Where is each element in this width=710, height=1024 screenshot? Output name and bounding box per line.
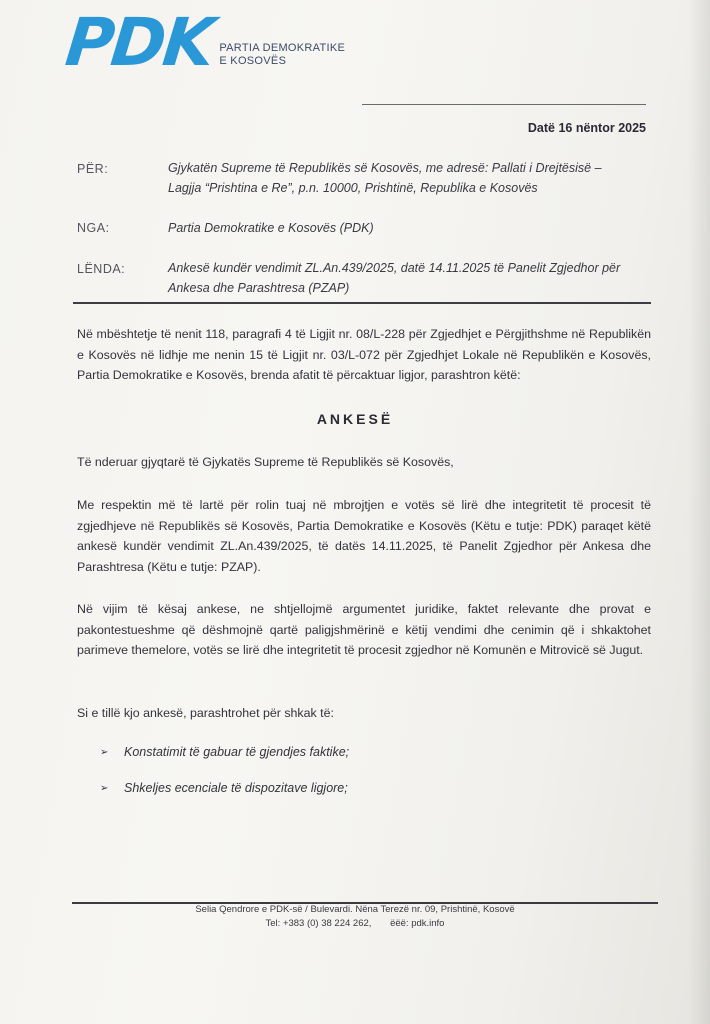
footer-contact [0,918,710,929]
lenda-label: LËNDA: [77,262,126,276]
pdk-logo [62,4,346,81]
paragraph-2: Në vijim të kësaj ankese, ne shtjellojmë argumentet juridike, faktet relevante dhe provat e pakontestueshme që dëshmojnë qartë paligjshmërinë e këtij vendimi dhe cenimin që i shkaktohet parimeve themelore, votës se lirë dhe integritetit të procesit zgjedhor në Komunën e Mitrovicë së Jugut. [77,602,651,657]
lenda-value-line-1: Ankesë kundër vendimit ZL.An.439/2025, datë 14.11.2025 të Panelit Zgjedhor për [168,261,621,275]
list-item-text: Shkeljes ecenciale të dispozitave ligjore; [124,781,348,795]
nga-value: Partia Demokratike e Kosovës (PDK) [168,221,374,235]
per-label: PËR: [77,162,109,176]
arrow-bullet-icon: ➢ [100,782,109,794]
logo-mark: PDK [62,4,216,81]
document-heading: ANKESË [316,411,394,427]
per-value [168,158,648,198]
per-value-line-2: Lagjja “Prishtina e Re”, p.n. 10000, Prishtinë, Republika e Kosovës [168,181,538,195]
paragraph-3: Si e tillë kjo ankesë, parashtrohet për shkak të: [77,706,334,720]
header-divider [362,104,646,105]
list-item [100,781,348,795]
logo-party-name [219,42,345,68]
intro-paragraph: Në mbështetje të nenit 118, paragrafi 4 të Ligjit nr. 08/L-228 për Zgjedhjet e Përgjithshme në Republikën e Kosovës në lidhje me nenin 15 të Ligjit nr. 03/L-072 për Zgjedhjet Lokale në Republikën e Kosovës, Partia Demokratike e Kosovës, brenda afatit të përcaktuar ligjor, parashtron këtë: [77,327,651,382]
lenda-value-line-2: Ankesa dhe Parashtresa (PZAP) [168,281,350,295]
paragraph-1: Me respektin më të lartë për rolin tuaj në mbrojtjen e votës së lirë dhe integritetit të procesit të zgjedhjeve në Republikës së Kosovës, Partia Demokratike e Kosovës (Këtu e tutje: PDK) paraqet këtë ankesë kundër vendimit ZL.An.439/2025, të datës 14.11.2025, të Panelit Zgjedhor për Ankesa dhe Parashtresa (Këtu e tutje: PZAP). [77,498,651,574]
memo-divider [73,302,651,304]
footer-phone: Tel: +383 (0) 38 224 262, [265,918,372,929]
salutation: Të nderuar gjyqtarë të Gjykatës Supreme të Republikës së Kosovës, [77,455,454,469]
document-date: Datë 16 nëntor 2025 [527,121,646,135]
footer-address: Selia Qendrore e PDK-së / Bulevardi. Nëna Terezë nr. 09, Prishtinë, Kosovë [195,904,515,915]
per-value-line-1: Gjykatën Supreme të Republikës së Kosovës, me adresë: Pallati i Drejtësisë – [168,161,602,175]
nga-label: NGA: [77,221,110,235]
footer-website: ëëë: pdk.info [390,918,445,929]
page-shadow [688,0,710,1024]
list-item-text: Konstatimit të gabuar të gjendjes faktike; [124,745,350,759]
arrow-bullet-icon: ➢ [100,746,109,758]
logo-line-1: PARTIA DEMOKRATIKE [219,42,346,54]
list-item [100,745,349,759]
logo-line-2: E KOSOVËS [219,55,287,67]
lenda-value [168,258,648,298]
